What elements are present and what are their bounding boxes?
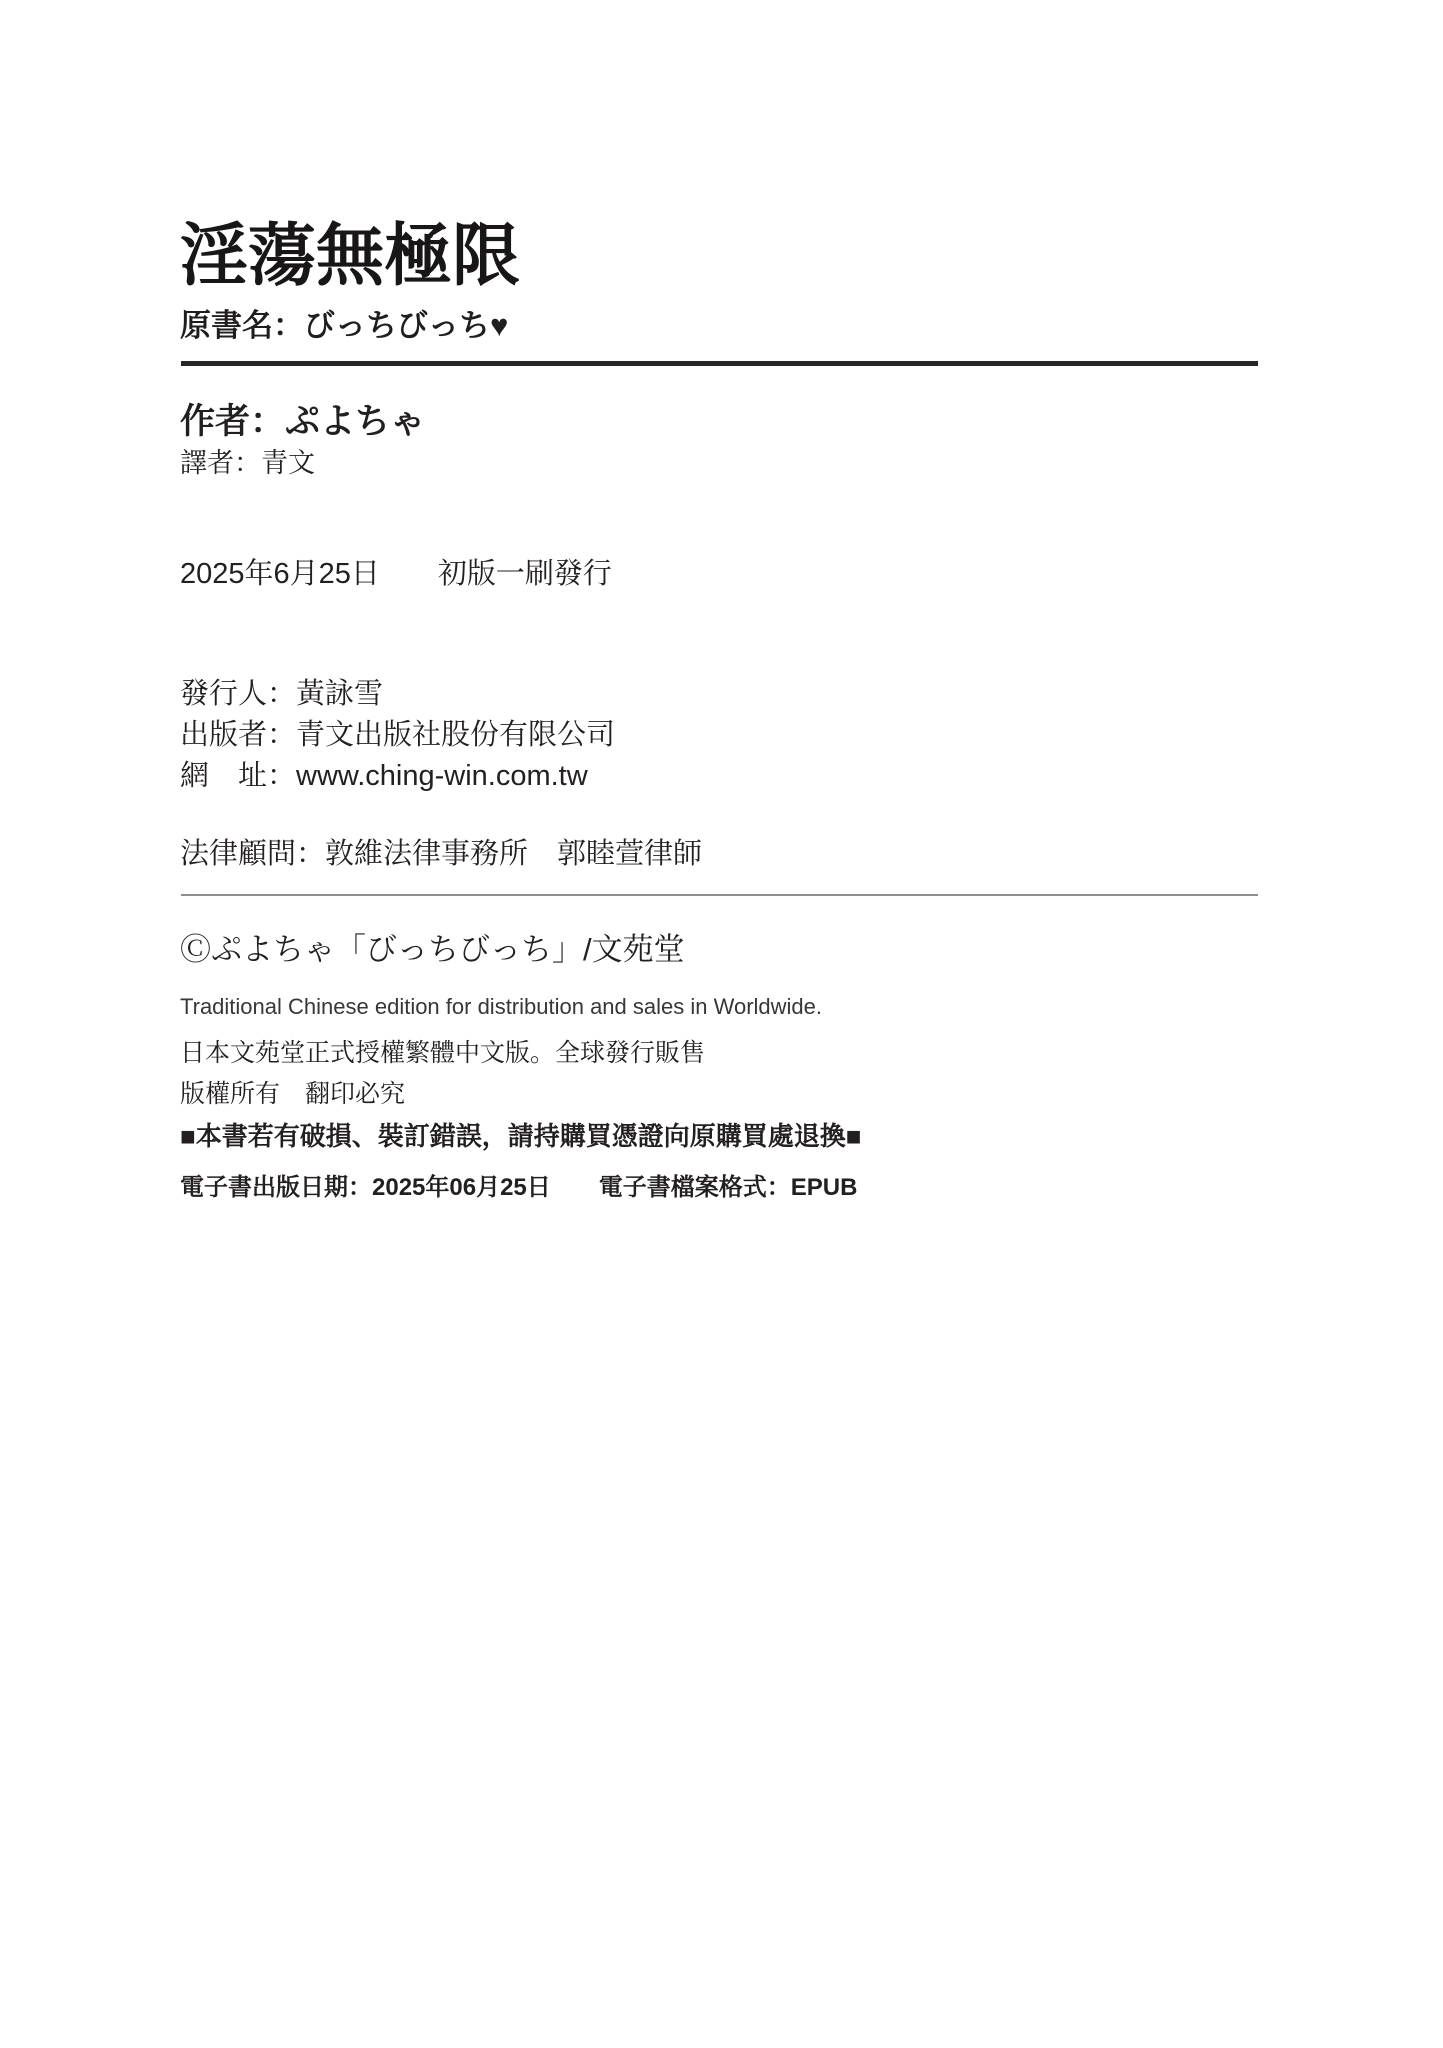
publisher-line: 出版者：青文出版社股份有限公司 bbox=[180, 719, 616, 751]
return-notice-line: ■本書若有破損、裝訂錯誤，請持購買憑證向原購買處退換■ bbox=[180, 1121, 862, 1151]
legal-advisor-line: 法律顧問：敦維法律事務所 郭睦萱律師 bbox=[180, 838, 703, 870]
divider-thin bbox=[181, 894, 1258, 896]
copyright-line: Ⓒぷよちゃ「びっちびっち」/文苑堂 bbox=[180, 932, 685, 967]
english-notice-line: Traditional Chinese edition for distribution and sales in Worldwide. bbox=[180, 994, 823, 1019]
original-title: 原書名：びっちびっち♥ bbox=[180, 308, 509, 343]
website-line: 網 址：www.ching-win.com.tw bbox=[180, 760, 588, 792]
license-notice-line: 日本文苑堂正式授權繁體中文版。全球發行販售 bbox=[180, 1039, 706, 1067]
divider-thick bbox=[181, 361, 1258, 366]
translator-line: 譯者：青文 bbox=[180, 448, 315, 478]
edition-date-line: 2025年6月25日 初版一刷發行 bbox=[180, 558, 612, 590]
book-title: 淫蕩無極限 bbox=[180, 218, 521, 294]
issuer-line: 發行人：黃詠雪 bbox=[180, 678, 384, 710]
ebook-info-line: 電子書出版日期：2025年06月25日 電子書檔案格式：EPUB bbox=[180, 1174, 858, 1201]
author-line: 作者：ぷよちゃ bbox=[180, 402, 426, 441]
rights-notice-line: 版權所有 翻印必究 bbox=[180, 1080, 406, 1108]
